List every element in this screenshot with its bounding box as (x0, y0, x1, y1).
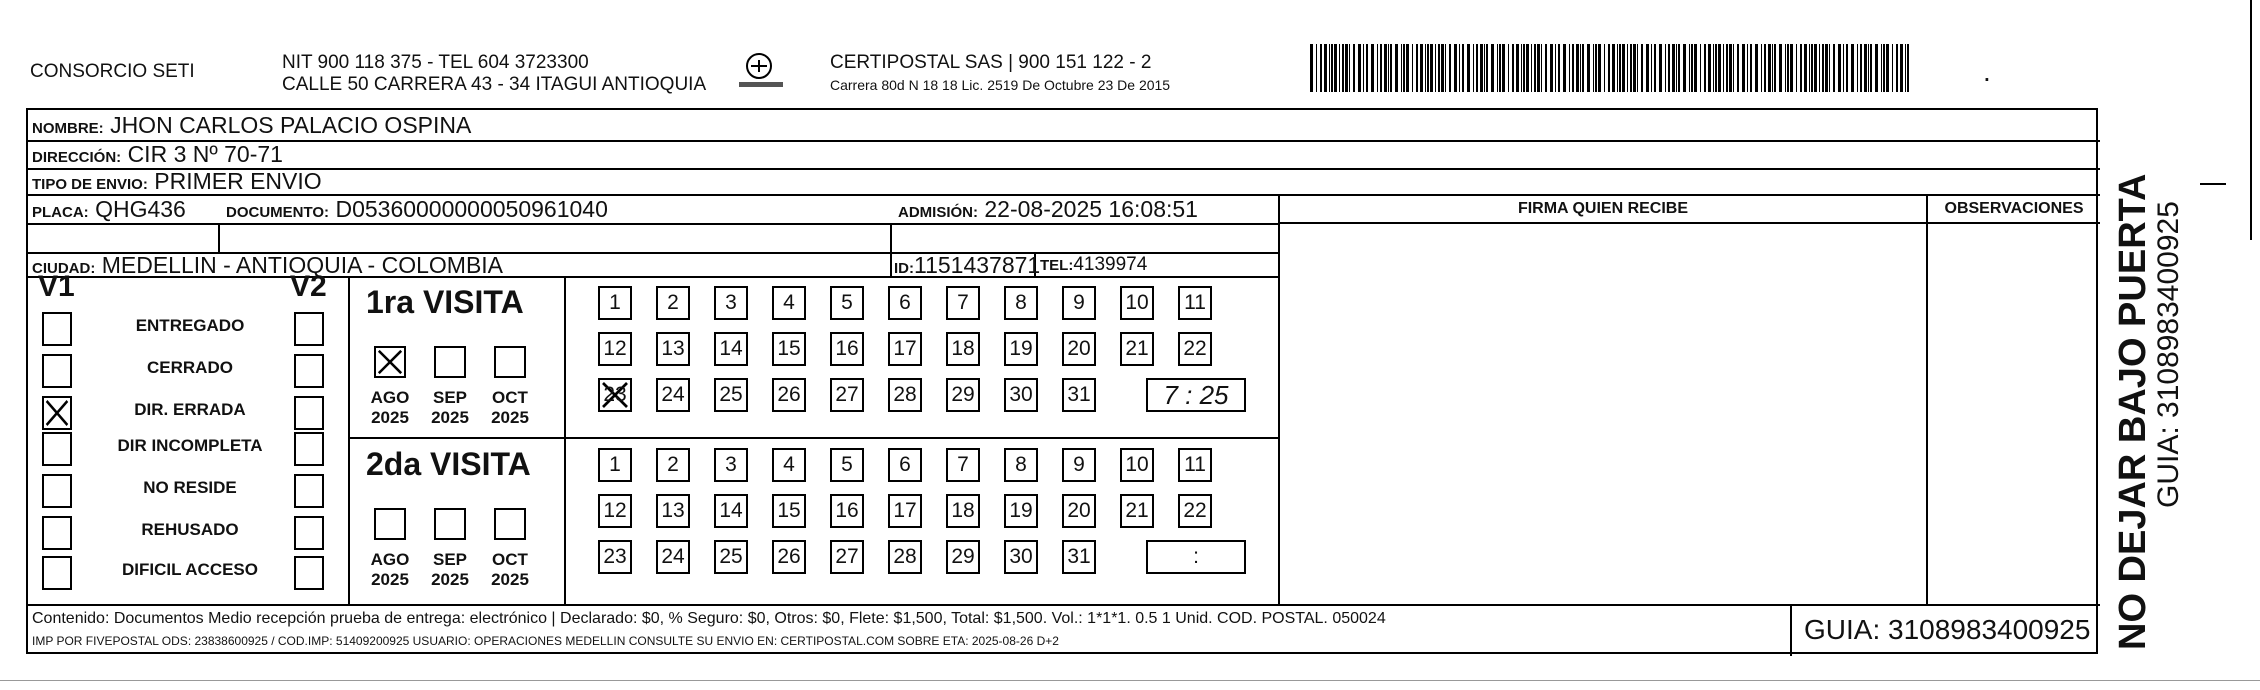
barcode-bar (1811, 44, 1813, 92)
v1-checkbox[interactable] (42, 354, 72, 388)
month-checkbox[interactable] (374, 346, 406, 378)
barcode-bar (1700, 44, 1701, 92)
header-mark: . (1983, 56, 1991, 87)
month-checkbox[interactable] (374, 508, 406, 540)
barcode-bar (1427, 44, 1429, 92)
barcode-bar (1747, 44, 1748, 92)
barcode-bar (1380, 44, 1382, 92)
status-label: ENTREGADO (135, 316, 245, 335)
barcode-bar (1545, 44, 1547, 92)
delivery-form (26, 108, 2098, 654)
barcode-bar (1668, 44, 1670, 92)
barcode-bar (1875, 44, 1878, 92)
barcode-bar (1445, 44, 1446, 92)
day-box[interactable]: 13 (656, 332, 690, 366)
barcode-bar (1713, 44, 1714, 92)
barcode-bar (1800, 44, 1802, 92)
month-label (485, 550, 535, 590)
month-checkbox[interactable] (494, 346, 526, 378)
day-box[interactable]: 6 (888, 286, 922, 320)
admision-field: ADMISIÓN: 22-08-2025 16:08:51 (898, 196, 1198, 222)
barcode-bar (1526, 44, 1529, 92)
barcode-bar (1435, 44, 1436, 92)
status-label: DIFICIL ACCESO (121, 560, 258, 579)
barcode-bar (1708, 44, 1711, 92)
barcode-bar (1809, 44, 1810, 92)
barcode-bar (1779, 44, 1782, 92)
barcode-bar (1353, 44, 1355, 92)
day-box[interactable]: 24 (656, 540, 690, 574)
time-box[interactable]: 7 : 25 (1146, 378, 1246, 412)
barcode-bar (1726, 44, 1728, 92)
observaciones-label: OBSERVACIONES (1944, 200, 2084, 217)
barcode-bar (1508, 44, 1509, 92)
barcode-bar (1569, 44, 1570, 92)
side-guia: GUIA: 3108983400925 (2152, 201, 2185, 508)
visit-title: 2da VISITA (366, 446, 531, 482)
barcode-bar (1558, 44, 1560, 92)
address-line: CALLE 50 CARRERA 43 - 34 ITAGUI ANTIOQUIA (282, 74, 707, 95)
ciudad-field: CIUDAD: MEDELLIN - ANTIOQUIA - COLOMBIA (32, 252, 504, 278)
day-box[interactable]: 19 (1004, 332, 1038, 366)
barcode-bar (1516, 44, 1519, 92)
day-box[interactable]: 19 (1004, 494, 1038, 528)
day-box[interactable]: 1 (598, 286, 632, 320)
barcode-bar (1502, 44, 1505, 92)
barcode-bar (1412, 44, 1413, 92)
day-box[interactable]: 14 (714, 494, 748, 528)
day-box[interactable]: 7 (946, 448, 980, 482)
day-box[interactable]: 16 (830, 332, 864, 366)
barcode-bar (1604, 44, 1605, 92)
v1-checkbox[interactable] (42, 396, 72, 430)
day-box[interactable]: 21 (1120, 494, 1154, 528)
month-year: 2025 (491, 570, 529, 589)
day-box[interactable]: 8 (1004, 448, 1038, 482)
barcode-bar (1715, 44, 1717, 92)
day-box[interactable]: 14 (714, 332, 748, 366)
barcode-bar (1704, 44, 1706, 92)
barcode-bar (1531, 44, 1532, 92)
barcode-bar (1467, 44, 1470, 92)
no-dejar-bajo-puerta: NO DEJAR BAJO PUERTA (2112, 173, 2154, 650)
day-box[interactable]: 11 (1178, 286, 1212, 320)
barcode-bar (1833, 44, 1835, 92)
month-name: SEP (432, 388, 468, 407)
barcode-bar (1843, 44, 1844, 92)
barcode-bar (1774, 44, 1776, 92)
barcode-bar (1838, 44, 1841, 92)
barcode-bar (1310, 44, 1313, 92)
barcode-bar (1329, 44, 1330, 92)
day-box[interactable] (598, 378, 632, 412)
barcode-bar (1886, 44, 1889, 92)
day-box[interactable]: 29 (946, 378, 980, 412)
barcode-bar (1737, 44, 1739, 92)
barcode (1310, 44, 1910, 92)
day-box[interactable]: 28 (888, 540, 922, 574)
barcode-bar (1345, 44, 1348, 92)
v2-checkbox[interactable] (294, 474, 324, 508)
barcode-bar (1768, 44, 1771, 92)
barcode-bar (1587, 44, 1590, 92)
barcode-bar (1377, 44, 1378, 92)
day-box[interactable]: 12 (598, 494, 632, 528)
v2-checkbox[interactable] (294, 516, 324, 550)
barcode-bar (1523, 44, 1525, 92)
v2-label: V2 (290, 270, 327, 303)
month-label (365, 388, 415, 428)
barcode-bar (1598, 44, 1601, 92)
barcode-bar (1617, 44, 1618, 92)
barcode-bar (1622, 44, 1625, 92)
day-box[interactable]: 1 (598, 448, 632, 482)
day-box[interactable]: 3 (714, 286, 748, 320)
day-box[interactable]: 31 (1062, 540, 1096, 574)
day-box[interactable]: 7 (946, 286, 980, 320)
v2-checkbox[interactable] (294, 432, 324, 466)
barcode-bar (1612, 44, 1615, 92)
barcode-bar (1473, 44, 1474, 92)
certipostal-license: Carrera 80d N 18 18 Lic. 2519 De Octubre 23 De 2015 (830, 77, 1171, 93)
v2-checkbox[interactable] (294, 556, 324, 590)
day-box[interactable]: 25 (714, 540, 748, 574)
day-box[interactable]: 20 (1062, 494, 1096, 528)
barcode-bar (1654, 44, 1656, 92)
barcode-bar (1593, 44, 1594, 92)
nombre-field: NOMBRE: JHON CARLOS PALACIO OSPINA (32, 112, 472, 138)
direccion-field: DIRECCIÓN: CIR 3 Nº 70-71 (32, 141, 283, 167)
day-box[interactable]: 24 (656, 378, 690, 412)
status-label: CERRADO (147, 358, 233, 377)
time-box[interactable]: : (1146, 540, 1246, 574)
barcode-bar (1550, 44, 1553, 92)
day-box[interactable]: 18 (946, 332, 980, 366)
sheet-bottom-edge (0, 680, 2260, 681)
barcode-bar (1371, 44, 1374, 92)
barcode-bar (1905, 44, 1906, 92)
impresion-line: IMP POR FIVEPOSTAL ODS: 23838600925 / COD.IMP: 51409200925 USUARIO: OPERACIONES MEDELLIN CONSULTE SU ENVIO EN: CERTIPOSTAL.COM SOBRE ETA: 2025-08-26 D+2 (32, 634, 1059, 648)
barcode-bar (1339, 44, 1340, 92)
tipo-envio-field: TIPO DE ENVIO: PRIMER ENVIO (32, 168, 322, 194)
month-year: 2025 (431, 570, 469, 589)
barcode-bar (1646, 44, 1649, 92)
barcode-bar (1484, 44, 1485, 92)
barcode-bar (1796, 44, 1797, 92)
day-box[interactable]: 21 (1120, 332, 1154, 366)
day-box[interactable]: 26 (772, 540, 806, 574)
month-name: SEP (432, 550, 468, 569)
day-box[interactable]: 15 (772, 332, 806, 366)
documento-field: DOCUMENTO: D05360000000050961040 (226, 196, 608, 222)
barcode-bar (1723, 44, 1724, 92)
barcode-bar (1449, 44, 1451, 92)
barcode-bar (1672, 44, 1675, 92)
barcode-bar (1729, 44, 1732, 92)
month-name: OCT (492, 388, 528, 407)
barcode-bar (1358, 44, 1361, 92)
month-year: 2025 (431, 408, 469, 427)
visit-title: 1ra VISITA (366, 284, 524, 320)
barcode-bar (1857, 44, 1858, 92)
certipostal-line: CERTIPOSTAL SAS | 900 151 122 - 2 (830, 52, 1152, 73)
barcode-bar (1555, 44, 1556, 92)
barcode-bar (1829, 44, 1830, 92)
barcode-bar (1454, 44, 1457, 92)
barcode-bar (1363, 44, 1364, 92)
month-checkbox[interactable] (434, 346, 466, 378)
barcode-bar (1881, 44, 1882, 92)
barcode-bar (1733, 44, 1734, 92)
month-year: 2025 (491, 408, 529, 427)
day-number: 23 (603, 383, 627, 406)
barcode-bar (1892, 44, 1893, 92)
barcode-bar (1430, 44, 1433, 92)
barcode-bar (1851, 44, 1854, 92)
day-box[interactable]: 27 (830, 378, 864, 412)
barcode-bar (1316, 44, 1317, 92)
barcode-bar (1659, 44, 1662, 92)
barcode-bar (1764, 44, 1766, 92)
barcode-bar (1742, 44, 1745, 92)
month-label (485, 388, 535, 428)
barcode-bar (1563, 44, 1566, 92)
day-box[interactable]: 13 (656, 494, 690, 528)
barcode-bar (1870, 44, 1872, 92)
barcode-bar (1678, 44, 1680, 92)
v2-checkbox[interactable] (294, 396, 324, 430)
barcode-bar (1651, 44, 1652, 92)
day-box[interactable]: 5 (830, 286, 864, 320)
barcode-bar (1694, 44, 1697, 92)
day-box[interactable]: 2 (656, 286, 690, 320)
day-box[interactable]: 25 (714, 378, 748, 412)
barcode-bar (1883, 44, 1885, 92)
month-label (425, 388, 475, 428)
barcode-bar (1761, 44, 1762, 92)
barcode-bar (1630, 44, 1632, 92)
barcode-bar (1785, 44, 1786, 92)
day-box[interactable]: 2 (656, 448, 690, 482)
barcode-bar (1334, 44, 1337, 92)
barcode-bar (1349, 44, 1350, 92)
day-box[interactable]: 23 (598, 540, 632, 574)
barcode-bar (1868, 44, 1869, 92)
day-box[interactable]: 17 (888, 332, 922, 366)
barcode-bar (1718, 44, 1721, 92)
day-box[interactable]: 31 (1062, 378, 1096, 412)
footer-guia: GUIA: 3108983400925 (1804, 614, 2091, 645)
day-box[interactable]: 20 (1062, 332, 1096, 366)
day-box[interactable]: 30 (1004, 540, 1038, 574)
barcode-bar (1476, 44, 1478, 92)
day-box[interactable]: 10 (1120, 448, 1154, 482)
firma-label: FIRMA QUIEN RECIBE (1517, 200, 1689, 217)
barcode-bar (1384, 44, 1387, 92)
barcode-bar (1683, 44, 1686, 92)
status-label: DIR INCOMPLETA (117, 436, 263, 455)
barcode-bar (1438, 44, 1440, 92)
status-label: REHUSADO (141, 520, 239, 539)
barcode-bar (1497, 44, 1498, 92)
day-box[interactable]: 3 (714, 448, 748, 482)
barcode-bar (1416, 44, 1418, 92)
barcode-bar (1572, 44, 1574, 92)
barcode-bar (1825, 44, 1828, 92)
barcode-bar (1512, 44, 1514, 92)
company-name: CONSORCIO SETI (30, 61, 195, 82)
barcode-bar (1320, 44, 1322, 92)
day-box[interactable]: 15 (772, 494, 806, 528)
barcode-bar (1534, 44, 1536, 92)
day-box[interactable]: 8 (1004, 286, 1038, 320)
month-label (365, 550, 415, 590)
day-box[interactable]: 28 (888, 378, 922, 412)
month-name: AGO (370, 388, 410, 407)
barcode-bar (1627, 44, 1628, 92)
day-box[interactable]: 5 (830, 448, 864, 482)
barcode-bar (1619, 44, 1621, 92)
day-box[interactable]: 4 (772, 448, 806, 482)
day-box[interactable]: 9 (1062, 448, 1096, 482)
barcode-bar (1787, 44, 1789, 92)
status-label: NO RESIDE (143, 478, 237, 497)
barcode-bar (1541, 44, 1542, 92)
day-box[interactable]: 29 (946, 540, 980, 574)
barcode-bar (1691, 44, 1693, 92)
barcode-bar (1750, 44, 1752, 92)
month-label (425, 550, 475, 590)
day-box[interactable]: 9 (1062, 286, 1096, 320)
nit-line: NIT 900 118 375 - TEL 604 3723300 (282, 52, 589, 73)
day-box[interactable]: 16 (830, 494, 864, 528)
barcode-bar (1896, 44, 1898, 92)
month-year: 2025 (371, 570, 409, 589)
barcode-bar (1491, 44, 1494, 92)
barcode-bar (1846, 44, 1848, 92)
day-box[interactable]: 4 (772, 286, 806, 320)
v1-checkbox[interactable] (42, 312, 72, 346)
barcode-bar (1480, 44, 1483, 92)
v1-label: V1 (38, 270, 75, 303)
barcode-bar (1907, 44, 1909, 92)
barcode-bar (1860, 44, 1862, 92)
status-label: DIR. ERRADA (134, 400, 246, 419)
barcode-bar (1689, 44, 1690, 92)
day-box[interactable]: 12 (598, 332, 632, 366)
barcode-bar (1641, 44, 1643, 92)
day-box[interactable]: 17 (888, 494, 922, 528)
day-box[interactable]: 22 (1178, 332, 1212, 366)
v2-checkbox[interactable] (294, 312, 324, 346)
barcode-bar (1790, 44, 1793, 92)
month-name: AGO (370, 550, 410, 569)
barcode-bar (1401, 44, 1402, 92)
barcode-bar (1390, 44, 1392, 92)
barcode-bar (1633, 44, 1636, 92)
month-checkbox[interactable] (494, 508, 526, 540)
day-box[interactable]: 27 (830, 540, 864, 574)
v1-checkbox[interactable] (42, 432, 72, 466)
month-year: 2025 (371, 408, 409, 427)
barcode-bar (1864, 44, 1867, 92)
barcode-bar (1342, 44, 1344, 92)
placa-field: PLACA: QHG436 (32, 196, 186, 222)
barcode-bar (1403, 44, 1405, 92)
barcode-bar (1537, 44, 1540, 92)
barcode-bar (1595, 44, 1597, 92)
day-box[interactable]: 26 (772, 378, 806, 412)
day-box[interactable]: 6 (888, 448, 922, 482)
barcode-bar (1580, 44, 1581, 92)
barcode-bar (1486, 44, 1488, 92)
barcode-bar (1608, 44, 1610, 92)
barcode-bar (1582, 44, 1584, 92)
barcode-bar (1324, 44, 1327, 92)
month-name: OCT (492, 550, 528, 569)
side-dash (2200, 183, 2226, 185)
barcode-bar (1804, 44, 1807, 92)
barcode-bar (1462, 44, 1464, 92)
barcode-bar (1425, 44, 1426, 92)
sheet-edge (2250, 0, 2252, 240)
day-box[interactable]: 10 (1120, 286, 1154, 320)
barcode-bar (1331, 44, 1333, 92)
v1-checkbox[interactable] (42, 556, 72, 590)
barcode-bar (1676, 44, 1677, 92)
barcode-bar (1819, 44, 1820, 92)
day-box[interactable]: 22 (1178, 494, 1212, 528)
barcode-bar (1822, 44, 1824, 92)
v1-checkbox[interactable] (42, 516, 72, 550)
tel-field: TEL:4139974 (1040, 254, 1148, 275)
id-field: ID:1151437871 (894, 252, 1041, 278)
barcode-bar (1521, 44, 1522, 92)
barcode-bar (1441, 44, 1444, 92)
day-box[interactable]: 30 (1004, 378, 1038, 412)
v2-checkbox[interactable] (294, 354, 324, 388)
barcode-bar (1395, 44, 1398, 92)
barcode-bar (1406, 44, 1409, 92)
barcode-bar (1366, 44, 1368, 92)
contenido-line: Contenido: Documentos Medio recepción prueba de entrega: electrónico | Declarado: $0, % Seguro: $0, Otros: $0, Flete: $1,500, Total: $1,500. Vol.: 1*1*1. 0.5 1 Unid. COD. POSTAL. 050024 (32, 610, 1386, 627)
barcode-bar (1665, 44, 1666, 92)
day-box[interactable]: 11 (1178, 448, 1212, 482)
barcode-bar (1388, 44, 1389, 92)
certipostal-logo-icon (733, 50, 789, 96)
barcode-bar (1420, 44, 1423, 92)
barcode-bar (1576, 44, 1579, 92)
v1-checkbox[interactable] (42, 474, 72, 508)
month-checkbox[interactable] (434, 508, 466, 540)
barcode-bar (1900, 44, 1903, 92)
barcode-bar (1755, 44, 1758, 92)
barcode-bar (1814, 44, 1817, 92)
barcode-bar (1772, 44, 1773, 92)
day-box[interactable]: 18 (946, 494, 980, 528)
barcode-bar (1459, 44, 1460, 92)
barcode-bar (1637, 44, 1638, 92)
barcode-bar (1499, 44, 1501, 92)
